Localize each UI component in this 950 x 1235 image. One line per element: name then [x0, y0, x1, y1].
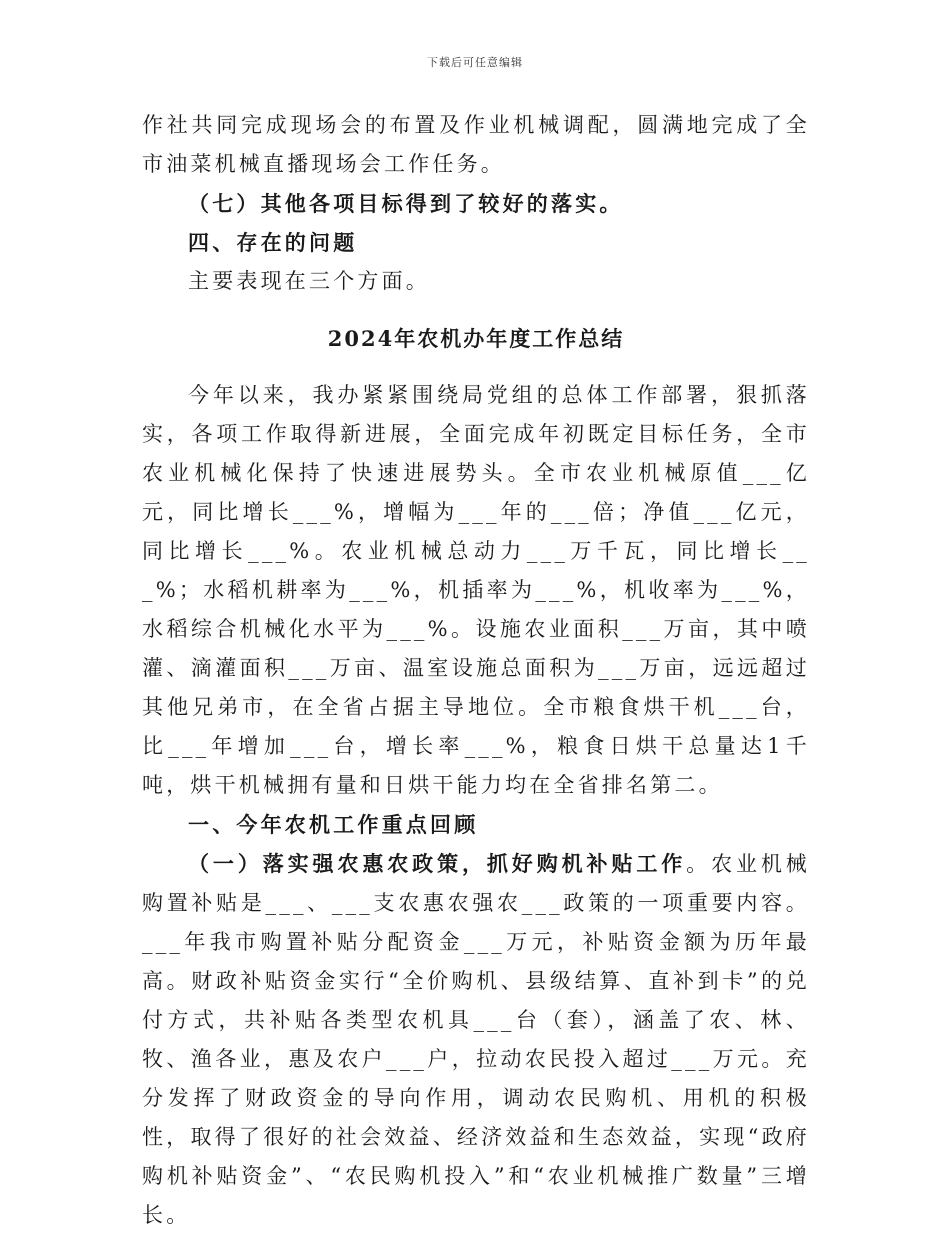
document-title: 2024年农机办年度工作总结	[327, 326, 625, 351]
paragraph-subsidy	[142, 844, 810, 1235]
document-body	[142, 106, 810, 1235]
page-header-note: 下载后可任意编辑	[427, 56, 523, 69]
paragraph-overview: 今年以来，我办紧紧围绕局党组的总体工作部署，狠抓落实，各项工作取得新进展，全面完成年初既定目标任务，全市农业机械化保持了快速进展势头。全市农业机械原值___亿元，同比增长___%，增幅为___年的___倍；净值___亿元，同比增长___%。农业机械总动力___万千瓦，同比增长___%；水稻机耕率为___%，机插率为___%，机收率为___%，水稻综合机械化水平为___%。设施农业面积___万亩，其中喷灌、滴灌面积___万亩、温室设施总面积为___万亩，远远超过其他兄弟市，在全省占据主导地位。全市粮食烘干机___台，比___年增加___台，增长率___%，粮食日烘干总量达1千吨，烘干机械拥有量和日烘干能力均在全省排名第二。	[142, 383, 810, 797]
subsection-heading-seven: （七）其他各项目标得到了较好的落实。	[188, 191, 624, 216]
paragraph-problems-intro: 主要表现在三个方面。	[188, 269, 430, 293]
subsection-heading-subsidy: （一）落实强农惠农政策，抓好购机补贴工作	[188, 851, 687, 876]
section-heading-review: 一、今年农机工作重点回顾	[188, 812, 479, 837]
section-heading-problems: 四、存在的问题	[188, 230, 358, 255]
paragraph-continuation: 作社共同完成现场会的布置及作业机械调配，圆满地完成了全市油菜机械直播现场会工作任务。	[142, 113, 810, 176]
paragraph-subsidy-text: 。农业机械购置补贴是___、___支农惠农强农___政策的一项重要内容。___年我市购置补贴分配资金___万元，补贴资金额为历年最高。财政补贴资金实行“全价购机、县级结算、直补到卡”的兑付方式，共补贴各类型农机具___台（套），涵盖了农、林、牧、渔各业，惠及农户___户，拉动农民投入超过___万元。充分发挥了财政资金的导向作用，调动农民购机、用机的积极性，取得了很好的社会效益、经济效益和生态效益，实现“政府购机补贴资金”、“农民购机投入”和“农业机械推广数量”三增长。	[142, 852, 811, 1227]
